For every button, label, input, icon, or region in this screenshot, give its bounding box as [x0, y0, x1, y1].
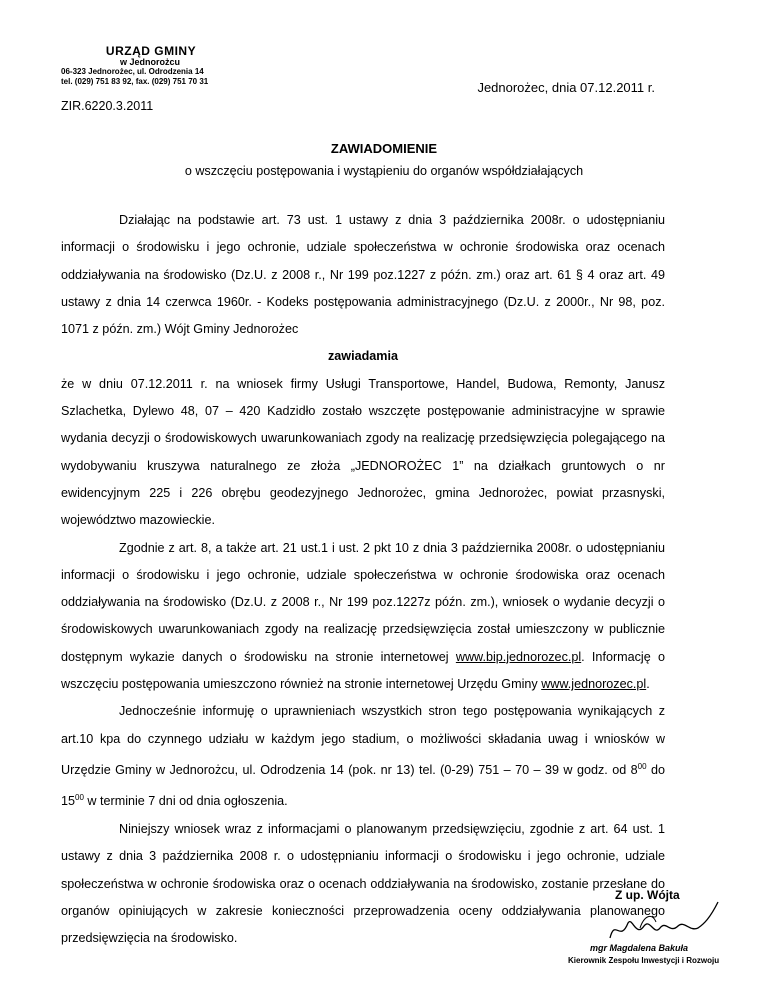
document-body — [61, 207, 665, 952]
paragraph-legal-basis: Działając na podstawie art. 73 ust. 1 ustawy z dnia 3 października 2008r. o udostępnianiu informacji o środowisku i jego ochronie, udziale społeczeństwa w ochronie środowiska oraz ocenach oddziaływania na środowisko (Dz.U. z 2008 r., Nr 199 poz.1227 z późn. zm.) oraz art. 61 § 4 oraz art. 49 ustawy z dnia 14 czerwca 1960r. - Kodeks postępowania administracyjnego (Dz.U. z 2000r., Nr 98, poz. 1071 z późn. zm.) Wójt Gminy Jednorożec — [61, 213, 665, 337]
publication-text-1: Zgodnie z art. 8, a także art. 21 ust.1 i ust. 2 pkt 10 z dnia 3 października 2008r. o udostępnianiu informacji o środowisku i jego ochronie, udziale społeczeństwa w ochronie środowiska oraz ocenach oddziaływania na środowisko (Dz.U. z 2008 r., Nr 199 poz.1227z późn. zm.), wniosek o wydanie decyzji o środowiskowych uwarunkowaniach zgody na realizację przedsięwzięcia został umieszczony w publicznie dostępnym wykazie danych o środowisku na stronie internetowej — [61, 540, 665, 664]
office-name: URZĄD GMINY — [105, 44, 197, 58]
paragraph-proceedings: że w dniu 07.12.2011 r. na wniosek firmy Usługi Transportowe, Handel, Budowa, Remonty, Janusz Szlachetka, Dylewo 48, 07 – 420 Kadzidło zostało wszczęte postępowanie administracyjne w sprawie wydania decyzji o środowiskowych uwarunkowaniach zgody na realizację przedsięwzięcia polegającego na wydobywaniu kruszywa naturalnego ze złoża „JEDNOROŻEC 1” na działkach gruntowych o nr ewidencyjnym 225 i 226 obrębu geodezyjnego Jednorożec, gmina Jednorożec, powiat przasnyski, województwo mazowieckie. — [61, 376, 665, 528]
rights-text-1: Jednocześnie informuję o uprawnieniach wszystkich stron tego postępowania wynikających z art.10 kpa do czynnego udziału w każdym jego stadium, o możliwości składania uwag i wniosków w Urzędzie Gminy w Jednorożcu, ul. Odrodzenia 14 (pok. nr 13) tel. (0-29) 751 – 70 – 39 w godz. od 8 — [61, 704, 665, 778]
rights-text-3: w terminie 7 dni od dnia ogłoszenia. — [83, 794, 288, 809]
rights-text-2: do 15 — [61, 763, 665, 809]
office-subname: w Jednorożcu — [119, 57, 180, 67]
paragraph-rights — [61, 698, 665, 816]
signatory-position: Kierownik Zespołu Inwestycji i Rozwoju — [568, 956, 720, 965]
document-date: Jednorożec, dnia 07.12.2011 r. — [477, 80, 655, 95]
signature-authority: Z up. Wójta — [615, 888, 680, 902]
publication-text-2: . Informację o wszczęciu postępowania umieszczono również na stronie internetowej Urzędu Gminy — [61, 649, 666, 692]
document-title: ZAWIADOMIENIE — [330, 141, 438, 156]
document-subtitle: o wszczęciu postępowania i wystąpieniu do organów współdziałających — [184, 164, 584, 178]
bip-link[interactable]: www.bip.jednorozec.pl — [455, 649, 582, 664]
office-header — [61, 44, 271, 87]
reference-number: ZIR.6220.3.2011 — [61, 99, 154, 113]
hour-sup-1: 00 — [637, 761, 647, 771]
paragraph-publication — [61, 535, 665, 699]
handwritten-signature-icon — [600, 898, 730, 948]
signature-stamp — [560, 888, 760, 988]
website-link[interactable]: www.jednorozec.pl — [541, 677, 647, 692]
announcement-word: zawiadamia — [328, 349, 398, 364]
office-address: 06-323 Jednorożec, ul. Odrodzenia 14 — [61, 67, 204, 76]
hour-sup-2: 00 — [75, 793, 84, 803]
publication-text-3: . — [646, 677, 650, 692]
signatory-name: mgr Magdalena Bakuła — [590, 943, 689, 953]
paragraph-forwarding: Niniejszy wniosek wraz z informacjami o planowanym przedsięwzięciu, zgodnie z art. 64 ust. 1 ustawy z dnia 3 października 2008 r. o udostępnianiu informacji o środowisku i jego ochronie, udziale społeczeństwa w ochronie środowiska oraz o ocenach oddziaływania na środowisko, zostanie przesłane do organów opiniujących w zakresie konieczności przeprowadzenia oceny oddziaływania planowanego przedsięwzięcia na środowisko. — [61, 821, 665, 946]
office-phone: tel. (029) 751 83 92, fax. (029) 751 70 31 — [61, 77, 209, 86]
